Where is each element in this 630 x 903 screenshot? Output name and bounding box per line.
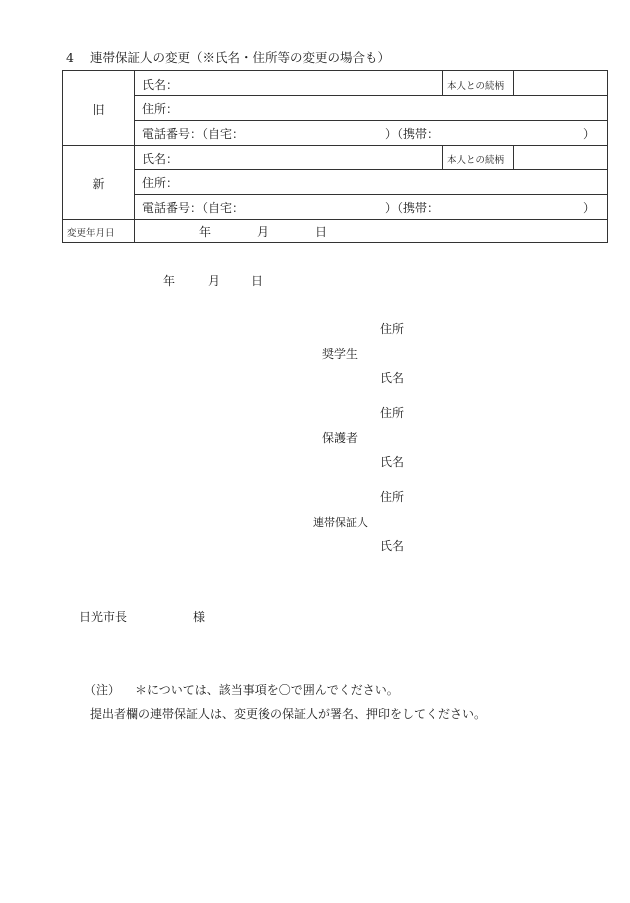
note-line-2: 提出者欄の連帯保証人は、変更後の保証人が署名、押印をしてください。 [90,707,487,721]
note-line-1: ＊については、該当事項を〇で囲んでください。 [135,683,399,697]
guarantor-address-label: 住所 [380,490,405,504]
guarantor-name-label: 氏名 [380,539,405,553]
addressee-honorific: 様 [193,610,206,624]
addressee-title: 日光市長 [79,610,128,624]
submission-date-year: 年 [163,274,176,288]
new-phone-mobile-label: ）（携帯： [385,201,440,215]
new-name-label: 氏名： [142,152,179,166]
student-label: 奨学生 [322,347,359,361]
guarantor-label: 連帯保証人 [313,516,368,529]
old-phone-mobile-label: ）（携帯： [385,127,440,141]
note-label: （注） [84,683,121,697]
old-label: 旧 [92,103,105,117]
student-name-label: 氏名 [380,371,405,385]
guardian-address-label: 住所 [380,406,405,420]
change-date-month: 月 [257,225,270,239]
old-relation-label: 本人との続柄 [447,81,505,92]
new-relation-label: 本人との続柄 [447,155,505,166]
old-name-label: 氏名： [142,78,179,92]
old-phone-label: 電話番号：（自宅： [142,127,245,141]
section-number: 4 [66,50,74,65]
submission-date-month: 月 [208,274,221,288]
new-phone-close: ） [583,201,596,215]
section-heading [66,48,390,66]
section-title: 連帯保証人の変更（※氏名・住所等の変更の場合も） [90,50,391,65]
change-date-label: 変更年月日 [67,228,115,239]
guarantor-change-table [62,70,608,243]
new-phone-label: 電話番号：（自宅： [142,201,245,215]
old-phone-close: ） [583,127,596,141]
new-address-label: 住所： [142,176,179,190]
new-label: 新 [92,177,105,191]
guardian-label: 保護者 [322,431,359,445]
old-address-label: 住所： [142,102,179,116]
change-date-year: 年 [199,225,212,239]
old-relation-field[interactable] [517,73,605,93]
guardian-name-label: 氏名 [380,455,405,469]
submission-date-day: 日 [251,274,264,288]
student-address-label: 住所 [380,322,405,336]
new-relation-field[interactable] [517,147,605,167]
change-date-day: 日 [315,225,328,239]
